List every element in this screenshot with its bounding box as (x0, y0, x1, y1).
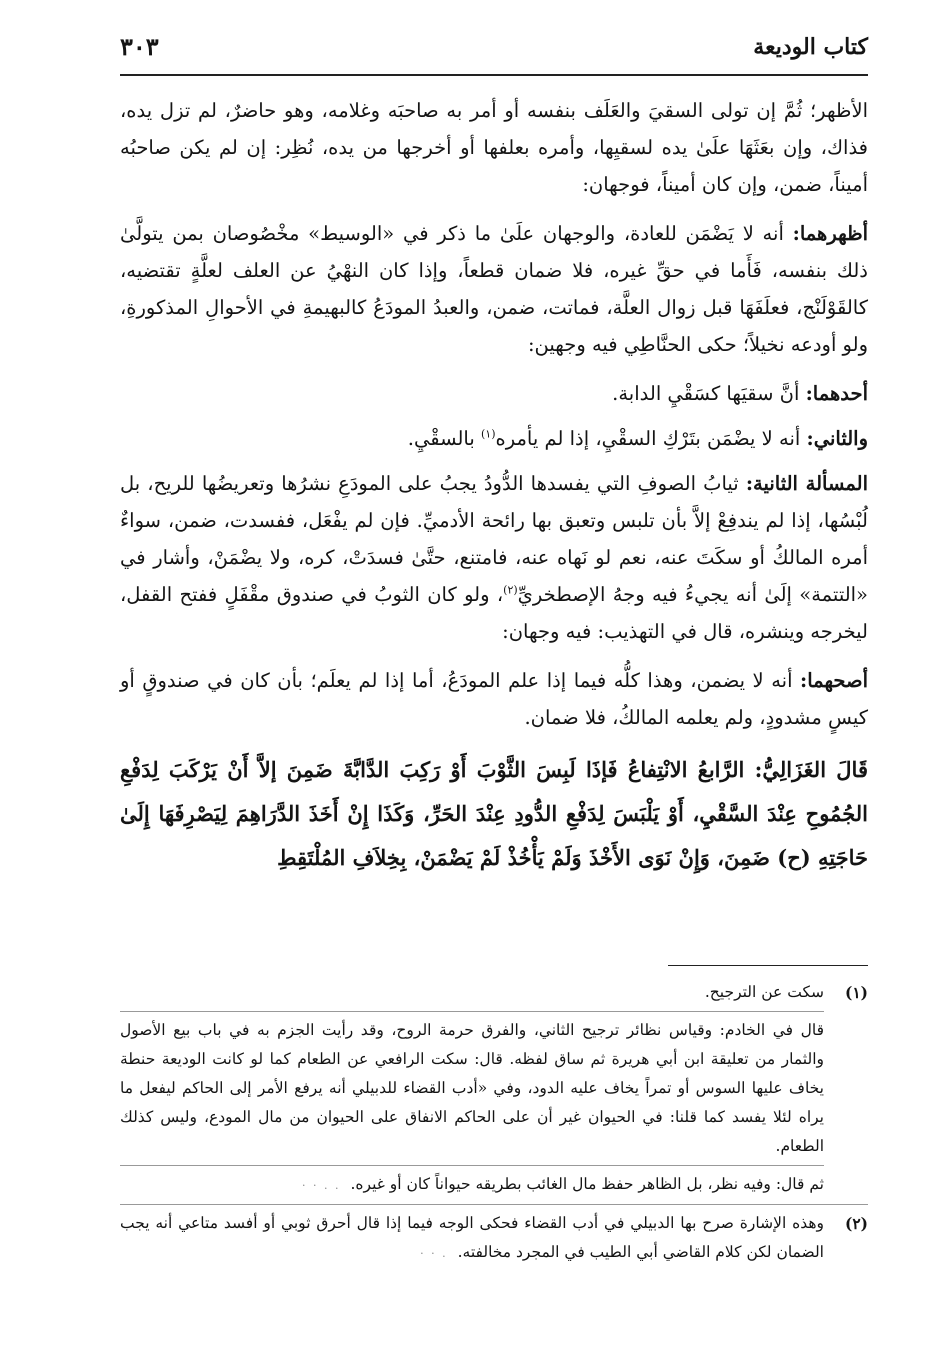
paragraph-lead: أحدهما: (805, 382, 868, 405)
paragraph-text: أنَّ سقيَها كسَقْيِ الدابة. (612, 382, 800, 405)
matn-quote: قَالَ الغَزَالِيُّ: الرَّابعُ الانْتِفاعُ فَإذَا لَبِسَ الثَّوْبَ أَوْ رَكِبَ الدَّابَّةَ ضَمِنَ إلاَّ أَنْ يَرْكَبَ لِدَفْعِ الجُمُوحِ عِنْدَ السَّقْيِ، أَوْ يَلْبَسَ لِدَفْعِ الدُّودِ عِنْدَ الحَرِّ، وَكَذَا إِنْ أَخَذَ الدَّرَاهِمَ لِيَصْرِفَهَا إِلَىٰ حَاجَتِهِ (ح) ضَمِنَ، وَإِنْ نَوَى الأَخْذَ وَلَمْ يَأْخُذْ لَمْ يَضْمَنْ، بِخِلاَفِ المُلْتَقِطِ (120, 757, 868, 870)
paragraph-text: أنه لا يَضْمَن للعادة، والوجهان علَىٰ ما ذكر في «الوسيط» مخْصُوصان بمن يتولَّىٰ ذلك بنفسه، فَأَما في حقِّ غيره، فلا ضمان قطعاً، وإذا كان النهْيُ عن العلف لعلَّةٍ تقتضيه، كالقَوْلَنْج، فعلَفَهَا قبل زوال العلَّة، فماتت، ضمن، والعبدُ المودَعُ كالبهيمةِ في الأحوالِ المذكورةِ، ولو أودعه نخيلاً؛ حكى الحنَّاطِي فيه وجهين: (120, 222, 868, 356)
footnote-text (120, 1209, 824, 1268)
footnotes (120, 978, 868, 1272)
paragraph: الأظهر؛ ثُمَّ إن تولى السقيَ والعَلَف بنفسه أو أمر به صاحبَه وغلامه، وهو حاضرٌ، لم تزل يده، فذاك، وإن بعَثَهَا علَىٰ يده لسقيِها، وأمره بعلفها أو أخرجها من يده، نُظِر: إن لم يكن صاحبُه أميناً، ضمن، وإن كان أميناً، فوجهان: (120, 99, 868, 196)
paragraph (120, 465, 868, 650)
paragraph (120, 215, 868, 363)
paragraph-text: ثيابُ الصوفِ التي يفسدها الدُّودُ يجبُ على المودَعِ نشرُها وتعريضُها للريح، بل لُبْسُها، إذا لم يندفِعْ إلاَّ بأن تلبس وتعبق بها رائحة الأدميِّ. فإن لم يفْعَل، ففسدت، ضمن، سواءٌ أمره المالكُ أو سكَتَ عنه، نعم لو نَهاه عنه، فامتنع، حتَّىٰ فسدَتْ، كره، ولا يضْمَنْ، وأشار في «التتمة» إلَىٰ أنه يجيءُ فيه وجهُ الإصطخريِّ (120, 472, 868, 606)
footnote-divider (120, 1204, 868, 1205)
footnote-2 (120, 1209, 868, 1268)
paragraph-lead: المسألة الثانية: (745, 472, 869, 495)
footnote-separator (668, 965, 868, 966)
page-header (120, 30, 868, 76)
page-number: ٣٠٣ (120, 32, 159, 61)
footnote-line: وهذه الإشارة صرح بها الدبيلي في أدب القضاء فحكى الوجه فيما إذا قال أحرق ثوبي أو أفسد متاعي أنه يجب الضمان لكن كلام القاضي أبي الطيب في المجرد مخالفته. (120, 1214, 824, 1261)
paragraph-lead: أصحهما: (800, 669, 868, 692)
paragraph (120, 420, 868, 457)
footnote-ref: (١) (480, 427, 496, 441)
footnote-number: (١) (844, 983, 868, 1002)
paragraph-text: أنه لا يضمن، وهذا كلُّه فيما إذا علم المودَعُ، أما إذا لم يعلَم؛ بأن كان في صندوقٍ أو كيسٍ مشدودٍ، ولم يعلمه المالكُ، فلا ضمان. (120, 669, 868, 729)
paragraph (120, 375, 868, 412)
paragraph-lead: أظهرهما: (792, 222, 869, 245)
paragraph-text: أنه لا يضْمَن بتَرْكِ السقْيِ، إذا لم يأمره (495, 427, 801, 450)
paragraph-text: ، ولو كان الثوبُ في صندوق مقْفَلٍ ففتح القفل، ليخرجه وينشره، قال في التهذيب: فيه وجهان: (120, 583, 868, 643)
scan-smudge: . · · (420, 1247, 448, 1260)
paragraph-lead: والثاني: (806, 427, 868, 450)
footnote-text (120, 1170, 824, 1200)
paragraph (120, 662, 868, 736)
footnote-1 (120, 978, 868, 1200)
scan-smudge: . . · · (302, 1179, 341, 1192)
footnote-ref: (٢) (503, 583, 518, 597)
running-title: كتاب الوديعة (753, 34, 868, 60)
footnote-divider (120, 1011, 824, 1012)
footnote-line: ثم قال: وفيه نظر، بل الظاهر حفظ مال الغائب بطريقه حيواناً كان أو غيره. (350, 1175, 824, 1193)
footnote-text: سكت عن الترجيح. (704, 983, 824, 1001)
footnote-text: قال في الخادم: وقياس نظائر ترجيح الثاني، والفرق حرمة الروح، وقد رأيت الجزم به في باب بيع الأصول والثمار من تعليقة ابن أبي هريرة ثم ساق لفظه. قال: سكت الرافعي عن الطعام كما لو كانت الوديعة حنطة يخاف عليها السوس أو تمراً يخاف عليه الدود، وفي «أدب القضاء للدبيلي أنه يرفع الأمر إلى الحاكم ليفعل ما يراه لئلا يفسد كما قلنا: في الحيوان غير أن على الحاكم الانفاق على الحيوان من مال المودع، وليس كذلك الطعام. (120, 1021, 824, 1155)
footnote-number: (٢) (844, 1214, 868, 1233)
main-text (120, 92, 868, 892)
paragraph-text: بالسقْيِ. (407, 427, 475, 450)
footnote-divider (120, 1165, 824, 1166)
